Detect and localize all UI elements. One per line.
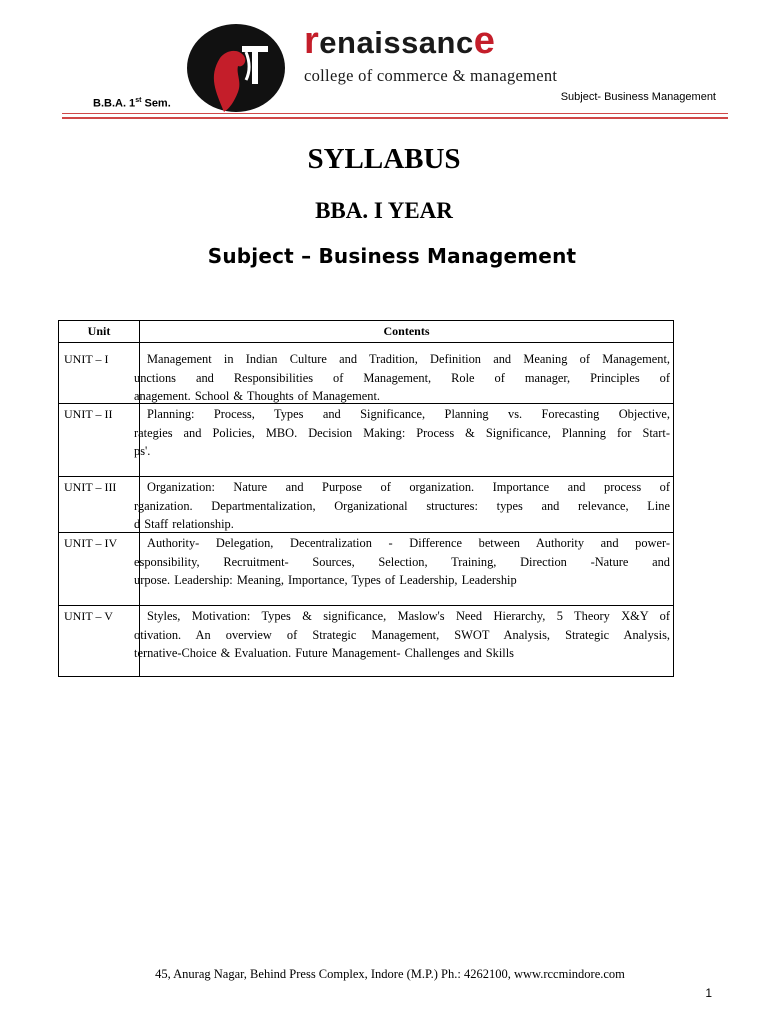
unit-label: UNIT – I xyxy=(64,352,109,366)
content-line: Management in Indian Culture and Tradition, Definition and Meaning of Management, xyxy=(147,352,670,366)
row-divider xyxy=(59,476,673,477)
unit-contents xyxy=(134,350,670,406)
header-semester xyxy=(93,97,171,110)
header-rule-thin xyxy=(62,113,728,114)
header-semester-sup: st xyxy=(135,97,142,104)
brand-name-initial: r xyxy=(304,20,320,62)
content-line: unctions and Responsibilities of Management, Role of manager, Principles of xyxy=(134,370,670,385)
unit-label: UNIT – V xyxy=(64,609,113,623)
unit-contents xyxy=(134,405,670,461)
unit-label: UNIT – II xyxy=(64,407,113,421)
header-subject: Subject- Business Management xyxy=(560,91,716,103)
content-line: urpose. Leadership: Meaning, Importance, Types of Leadership, Leadership xyxy=(134,573,517,587)
content-line: rategies and Policies, MBO. Decision Making: Process & Significance, Planning for Start- xyxy=(134,425,670,440)
page-title: SYLLABUS xyxy=(307,143,461,175)
college-logo xyxy=(186,22,286,118)
content-line: Planning: Process, Types and Significance, Planning vs. Forecasting Objective, xyxy=(147,407,670,421)
brand-name xyxy=(304,20,495,63)
content-line: ps'. xyxy=(134,444,151,458)
header-rule-thick xyxy=(62,117,728,119)
header-unit: Unit xyxy=(87,324,111,338)
unit-label: UNIT – III xyxy=(64,480,117,494)
subject-title: Subject – Business Management xyxy=(207,244,577,268)
content-line: ternative-Choice & Evaluation. Future Management- Challenges and Skills xyxy=(134,646,515,660)
brand-name-middle: enaissanc xyxy=(319,25,474,60)
unit-label: UNIT – IV xyxy=(64,536,118,550)
content-line: anagement. School & Thoughts of Management. xyxy=(134,389,380,403)
brand-tagline: college of commerce & management xyxy=(304,66,558,85)
year-title: BBA. I YEAR xyxy=(315,198,453,223)
content-line: otivation. An overview of Strategic Management, SWOT Analysis, Strategic Analysis, xyxy=(134,627,670,642)
unit-contents xyxy=(134,534,670,590)
content-line: esponsibility, Recruitment- Sources, Selection, Training, Direction -Nature and xyxy=(134,554,670,569)
header-contents: Contents xyxy=(383,324,430,338)
page-number: 1 xyxy=(705,986,712,1000)
unit-contents xyxy=(134,607,670,663)
syllabus-table xyxy=(58,320,674,677)
content-line: Organization: Nature and Purpose of organization. Importance and process of xyxy=(147,480,670,494)
content-line: rganization. Departmentalization, Organizational structures: types and relevance, Line xyxy=(134,498,670,513)
row-divider xyxy=(59,605,673,606)
row-divider xyxy=(59,342,673,343)
footer-address: 45, Anurag Nagar, Behind Press Complex, Indore (M.P.) Ph.: 4262100, www.rccmindore.com xyxy=(155,967,625,981)
content-line: Styles, Motivation: Types & significance, Maslow's Need Hierarchy, 5 Theory X&Y of xyxy=(147,609,670,623)
content-line: d Staff relationship. xyxy=(134,517,234,531)
unit-contents xyxy=(134,478,670,534)
header-semester-prefix: B.B.A. 1 xyxy=(93,97,136,110)
content-line: Authority- Delegation, Decentralization - Difference between Authority and power- xyxy=(147,536,670,550)
header-semester-suffix: Sem. xyxy=(141,97,171,110)
brand-name-final: e xyxy=(473,20,496,62)
